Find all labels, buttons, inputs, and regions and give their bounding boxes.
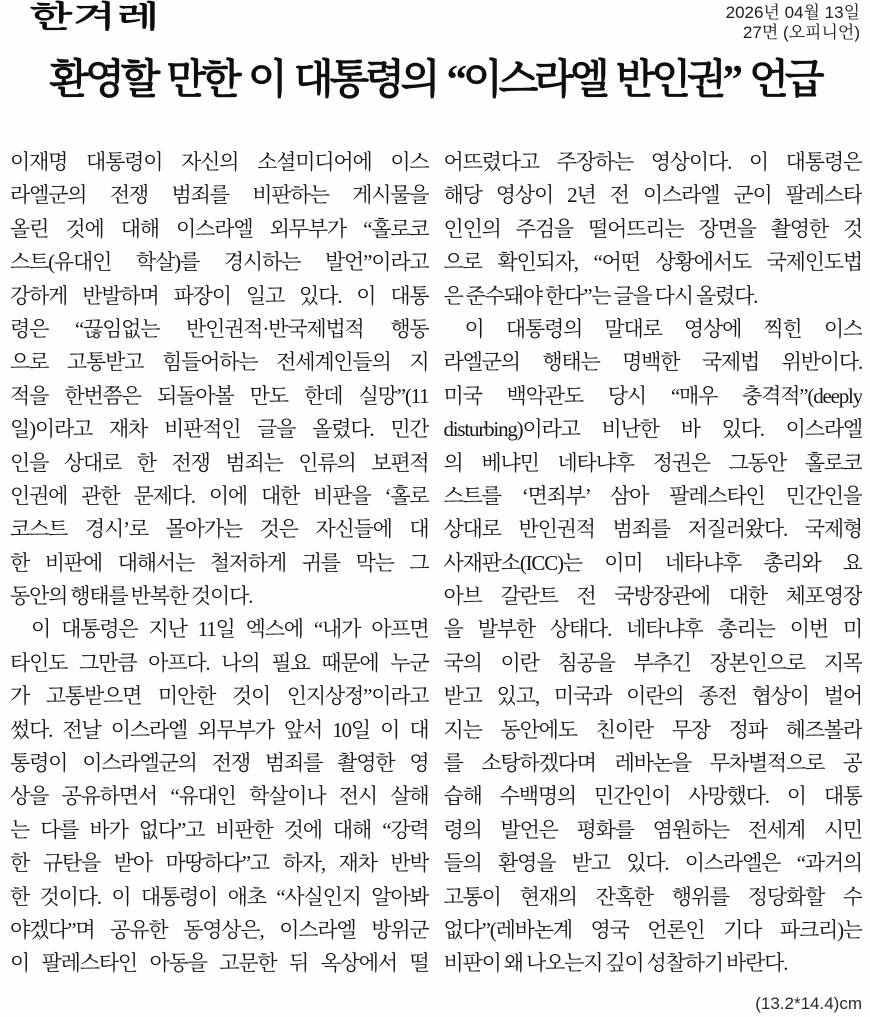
article-line: 한 것이다. 이 대통령이 애초 “사실인지 알아봐 bbox=[10, 884, 429, 909]
article-line: 령의 발언은 평화를 염원하는 전세계 시민 bbox=[443, 817, 862, 842]
article-line: 비판이 왜 나오는지 깊이 성찰하기 바란다. bbox=[443, 951, 788, 976]
article-line: 라엘군의 행태는 명백한 국제법 위반이다. bbox=[443, 350, 862, 375]
article-line: 타인도 그만큼 아프다. 나의 필요 때문에 누군 bbox=[10, 650, 429, 675]
article-line: 썼다. 전날 이스라엘 외무부가 앞서 10일 이 대 bbox=[10, 717, 429, 742]
article-line: 인권에 관한 문제다. 이에 대한 비판을 ‘홀로 bbox=[10, 483, 429, 508]
article-line: 국의 이란 침공을 부추긴 장본인으로 지목 bbox=[443, 650, 862, 675]
article-line: 아브 갈란트 전 국방장관에 대한 체포영장 bbox=[443, 584, 862, 609]
article-line: 동안의 행태를 반복한 것이다. bbox=[10, 584, 253, 609]
publication-date: 2026년 04월 13일 bbox=[725, 3, 860, 22]
article-line: 일)이라고 재차 비판적인 글을 올렸다. 민간 bbox=[10, 417, 429, 442]
article-line: 령은 “끊임없는 반인권적·반국제법적 행동 bbox=[10, 316, 429, 341]
article-line: 으로 고통받고 힘들어하는 전세계인들의 지 bbox=[10, 350, 429, 375]
article-line: 고통이 현재의 잔혹한 행위를 정당화할 수 bbox=[443, 884, 862, 909]
article-line: 을 발부한 상태다. 네타냐후 총리는 이번 미 bbox=[443, 617, 862, 642]
article-line: 한 규탄을 받아 마땅하다”고 하자, 재차 반박 bbox=[10, 851, 429, 876]
article-line: 습해 수백명의 민간인이 사망했다. 이 대통 bbox=[443, 784, 862, 809]
article-line: 는 다를 바가 없다”고 비판한 것에 대해 “강력 bbox=[10, 817, 429, 842]
article-headline: 환영할 만한 이 대통령의 “이스라엘 반인권” 언급 bbox=[49, 56, 821, 102]
article-line: 으로 확인되자, “어떤 상황에서도 국제인도법 bbox=[443, 250, 862, 275]
article-line: 올린 것에 대해 이스라엘 외무부가 “홀로코 bbox=[10, 216, 429, 241]
dateline bbox=[726, 3, 860, 42]
article-line: 상대로 반인권적 범죄를 저질러왔다. 국제형 bbox=[443, 517, 862, 542]
newspaper-logo: 한겨레 bbox=[30, 1, 161, 34]
article-line: 받고 있고, 미국과 이란의 종전 협상이 벌어 bbox=[443, 684, 862, 709]
article-line: disturbing)이라고 비난한 바 있다. 이스라엘 bbox=[443, 417, 862, 442]
article-line: 없다”(레바논계 영국 언론인 기다 파크리)는 bbox=[443, 917, 862, 942]
article-line: 스트를 ‘면죄부’ 삼아 팔레스타인 민간인을 bbox=[443, 483, 862, 508]
article-line: 가 고통받으면 미안한 것이 인지상정”이라고 bbox=[10, 684, 429, 709]
article-body bbox=[0, 146, 870, 981]
article-line: 이 팔레스타인 아동을 고문한 뒤 옥상에서 떨 bbox=[10, 951, 429, 976]
article-line: 라엘군의 전쟁 범죄를 비판하는 게시물을 bbox=[10, 183, 429, 208]
article-line: 의 베냐민 네타냐후 정권은 그동안 홀로코 bbox=[443, 450, 862, 475]
page-section-info: 27면 (오피니언) bbox=[742, 22, 860, 42]
article-line: 한 비판에 대해서는 철저하게 귀를 막는 그 bbox=[10, 550, 429, 575]
article-line: 스트(유대인 학살)를 경시하는 발언”이라고 bbox=[10, 250, 429, 275]
article-line: 이 대통령은 지난 11일 엑스에 “내가 아프면 bbox=[31, 617, 429, 642]
article-line: 이재명 대통령이 자신의 소셜미디어에 이스 bbox=[10, 150, 429, 174]
article-line: 코스트 경시’로 몰아가는 것은 자신들에 대 bbox=[10, 517, 429, 542]
article-line: 인을 상대로 한 전쟁 범죄는 인류의 보편적 bbox=[10, 450, 429, 475]
article-line: 들의 환영을 받고 있다. 이스라엘은 “과거의 bbox=[443, 851, 862, 876]
article-column-right bbox=[444, 146, 863, 981]
article-line: 은 준수돼야 한다”는 글을 다시 올렸다. bbox=[443, 283, 758, 308]
article-line: 야겠다”며 공유한 동영상은, 이스라엘 방위군 bbox=[10, 917, 429, 942]
article-line: 적을 한번쯤은 되돌아볼 만도 한데 실망”(11 bbox=[10, 383, 429, 408]
article-line: 상을 공유하면서 “유대인 학살이나 전시 살해 bbox=[10, 784, 429, 809]
article-line: 를 소탕하겠다며 레바논을 무차별적으로 공 bbox=[443, 751, 862, 776]
size-note: (13.2*14.4)cm bbox=[755, 994, 862, 1013]
article-line: 해당 영상이 2년 전 이스라엘 군이 팔레스타 bbox=[443, 183, 862, 208]
masthead bbox=[0, 0, 870, 42]
article-line: 이 대통령의 말대로 영상에 찍힌 이스 bbox=[464, 316, 862, 341]
article-line: 어뜨렸다고 주장하는 영상이다. 이 대통령은 bbox=[443, 150, 862, 174]
article-line: 통령이 이스라엘군의 전쟁 범죄를 촬영한 영 bbox=[10, 751, 429, 776]
article-line: 지는 동안에도 친이란 무장 정파 헤즈볼라 bbox=[443, 717, 862, 742]
article-line: 사재판소(ICC)는 이미 네타냐후 총리와 요 bbox=[443, 550, 862, 575]
article-line: 강하게 반발하며 파장이 일고 있다. 이 대통 bbox=[10, 283, 429, 308]
article-column-left bbox=[10, 146, 429, 981]
article-line: 미국 백악관도 당시 “매우 충격적”(deeply bbox=[443, 383, 862, 408]
article-line: 인인의 주검을 떨어뜨리는 장면을 촬영한 것 bbox=[443, 216, 862, 241]
